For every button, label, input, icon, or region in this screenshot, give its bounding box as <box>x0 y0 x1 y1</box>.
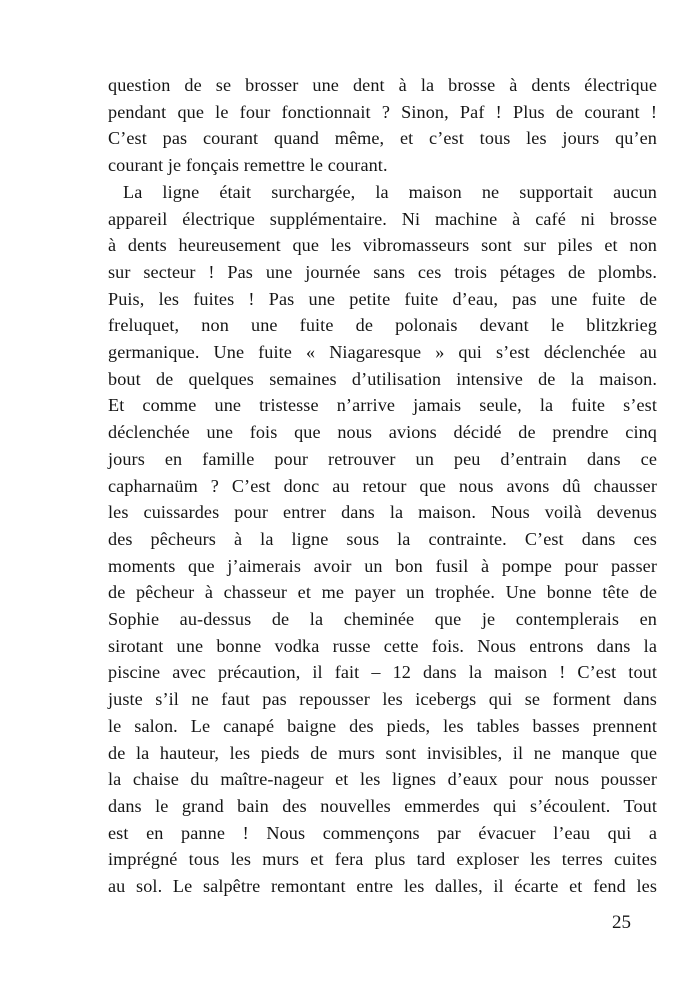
text-line: sirotant une bonne vodka russe cette fois. Nous entrons dans la <box>108 635 657 656</box>
text-block <box>108 72 657 900</box>
text-line: La ligne était surchargée, la maison ne supportait aucun <box>123 181 657 202</box>
text-line: les cuissardes pour entrer dans la maison. Nous voilà devenus <box>108 502 657 523</box>
text-line: le salon. Le canapé baigne des pieds, les tables basses prennent <box>108 715 657 736</box>
text-line: Puis, les fuites ! Pas une petite fuite d’eau, pas une fuite de <box>108 288 657 309</box>
paragraph <box>108 179 657 900</box>
text-line: pendant que le four fonctionnait ? Sinon, Paf ! Plus de courant ! <box>108 101 657 122</box>
text-line: germanique. Une fuite « Niagaresque » qui s’est déclenchée au <box>108 342 657 363</box>
text-line: Sophie au-dessus de la cheminée que je contemplerais en <box>108 609 657 630</box>
text-line: appareil électrique supplémentaire. Ni machine à café ni brosse <box>108 208 657 229</box>
text-line: dans le grand bain des nouvelles emmerdes qui s’écoulent. Tout <box>108 795 657 816</box>
text-line: juste s’il ne faut pas repousser les icebergs qui se forment dans <box>108 689 657 710</box>
text-line: jours en famille pour retrouver un peu d’entrain dans ce <box>108 448 657 469</box>
text-line: imprégné tous les murs et fera plus tard exploser les terres cuites <box>108 849 657 870</box>
text-line: question de se brosser une dent à la brosse à dents électrique <box>108 75 657 95</box>
text-line: est en panne ! Nous commençons par évacuer l’eau qui a <box>108 822 657 843</box>
text-line: des pêcheurs à la ligne sous la contrainte. C’est dans ces <box>108 528 657 549</box>
text-line: capharnaüm ? C’est donc au retour que nous avons dû chausser <box>108 475 657 496</box>
text-line: C’est pas courant quand même, et c’est tous les jours qu’en <box>108 128 657 149</box>
text-line: à dents heureusement que les vibromasseurs sont sur piles et non <box>108 235 657 256</box>
text-line: Et comme une tristesse n’arrive jamais seule, la fuite s’est <box>108 395 657 416</box>
text-line: piscine avec précaution, il fait – 12 dans la maison ! C’est tout <box>108 662 657 683</box>
text-line: courant je fonçais remettre le courant. <box>108 155 388 176</box>
text-line: déclenchée une fois que nous avions décidé de prendre cinq <box>108 422 657 443</box>
text-line: la chaise du maître-nageur et les lignes d’eaux pour nous pousser <box>108 769 657 790</box>
text-line: bout de quelques semaines d’utilisation intensive de la maison. <box>108 368 657 389</box>
text-line: de la hauteur, les pieds de murs sont invisibles, il ne manque que <box>108 742 657 763</box>
text-line: freluquet, non une fuite de polonais devant le blitzkrieg <box>108 315 657 336</box>
text-line: au sol. Le salpêtre remontant entre les dalles, il écarte et fend les <box>108 876 657 897</box>
text-line: de pêcheur à chasseur et me payer un trophée. Une bonne tête de <box>108 582 657 603</box>
page-number: 25 <box>612 912 631 933</box>
text-line: moments que j’aimerais avoir un bon fusil à pompe pour passer <box>108 555 657 576</box>
paragraph <box>108 72 657 179</box>
text-line: sur secteur ! Pas une journée sans ces trois pétages de plombs. <box>108 261 657 282</box>
